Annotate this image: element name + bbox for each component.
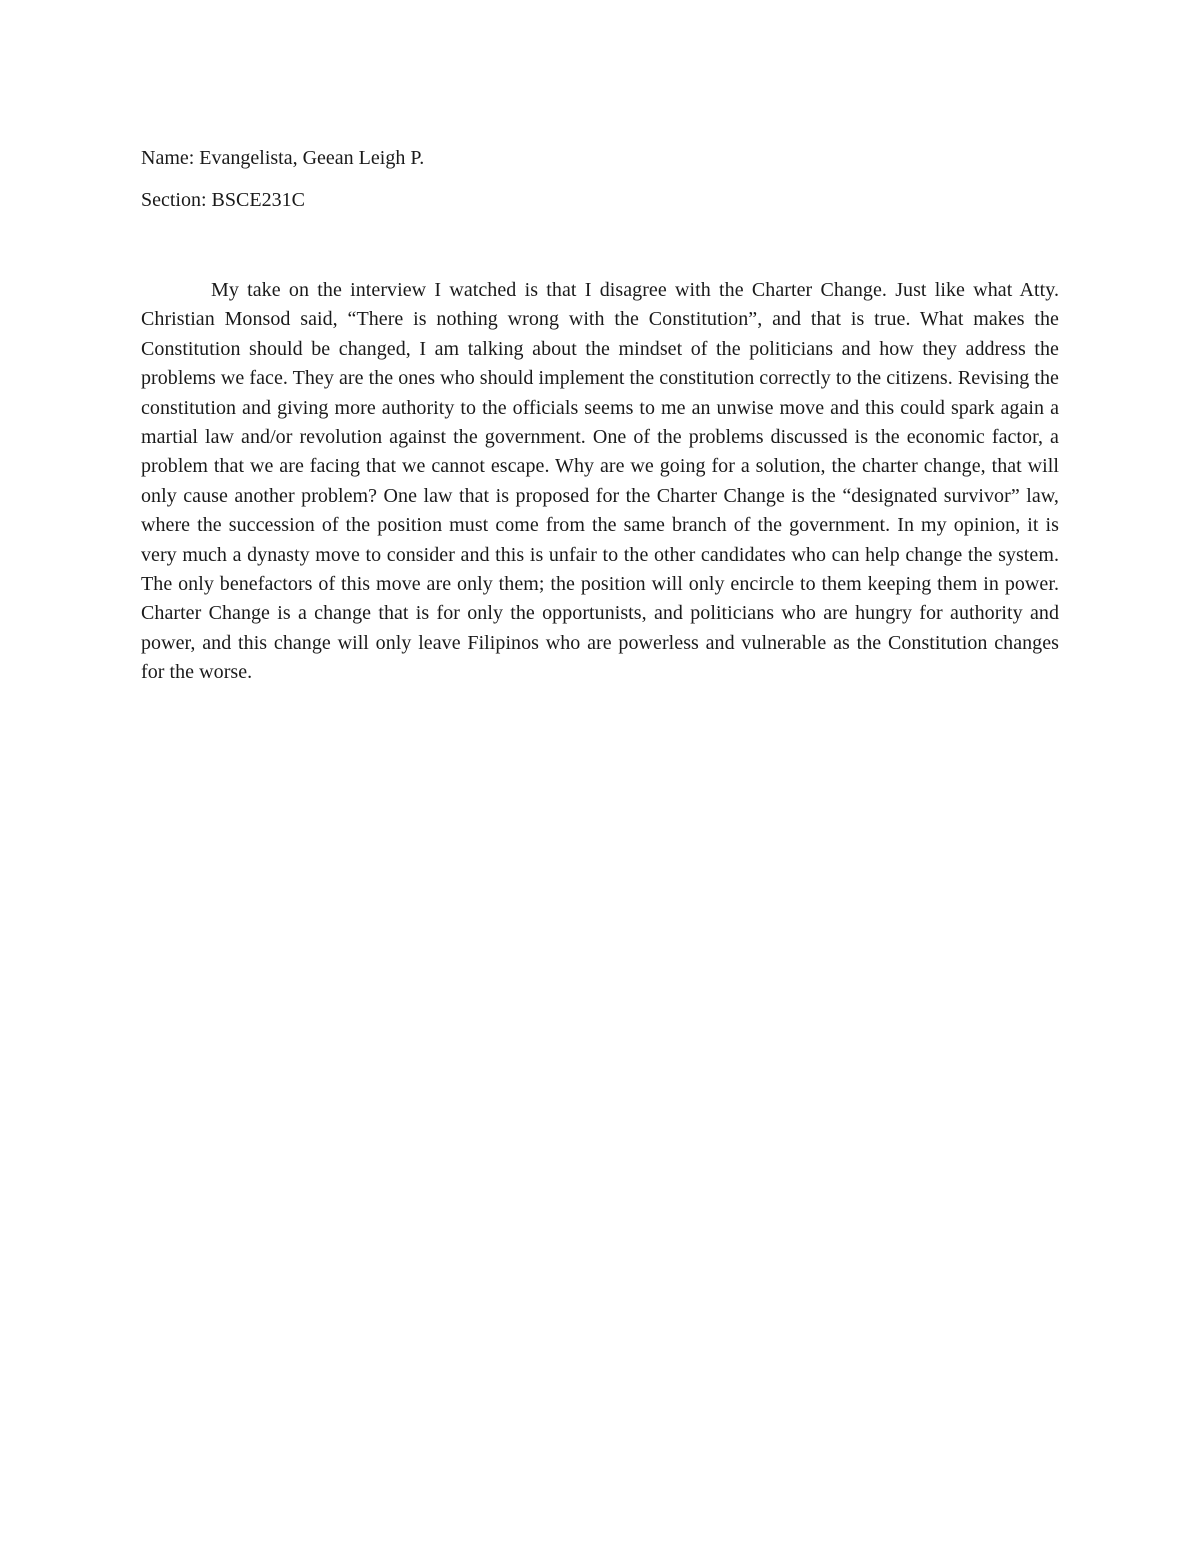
student-section: Section: BSCE231C xyxy=(141,189,305,211)
essay-paragraph: My take on the interview I watched is that I disagree with the Charter Change. Just like what Atty. Christian Monsod said, “There is nothing wrong with the Constitution”, and that is true. What makes the Constitution should be changed, I am talking about the mindset of the politicians and how they address the problems we face. They are the ones who should implement the constitution correctly to the citizens. Revising the constitution and giving more authority to the officials seems to me an unwise move and this could spark again a martial law and/or revolution against the government. One of the problems discussed is the economic factor, a problem that we are facing that we cannot escape. Why are we going for a solution, the charter change, that will only cause another problem? One law that is proposed for the Charter Change is the “designated survivor” law, where the succession of the position must come from the same branch of the government. In my opinion, it is very much a dynasty move to consider and this is unfair to the other candidates who can help change the system. The only benefactors of this move are only them; the position will only encircle to them keeping them in power. Charter Change is a change that is for only the opportunists, and politicians who are hungry for authority and power, and this change will only leave Filipinos who are powerless and vulnerable as the Constitution changes for the worse. xyxy=(141,279,1059,684)
student-name: Name: Evangelista, Geean Leigh P. xyxy=(141,147,425,169)
